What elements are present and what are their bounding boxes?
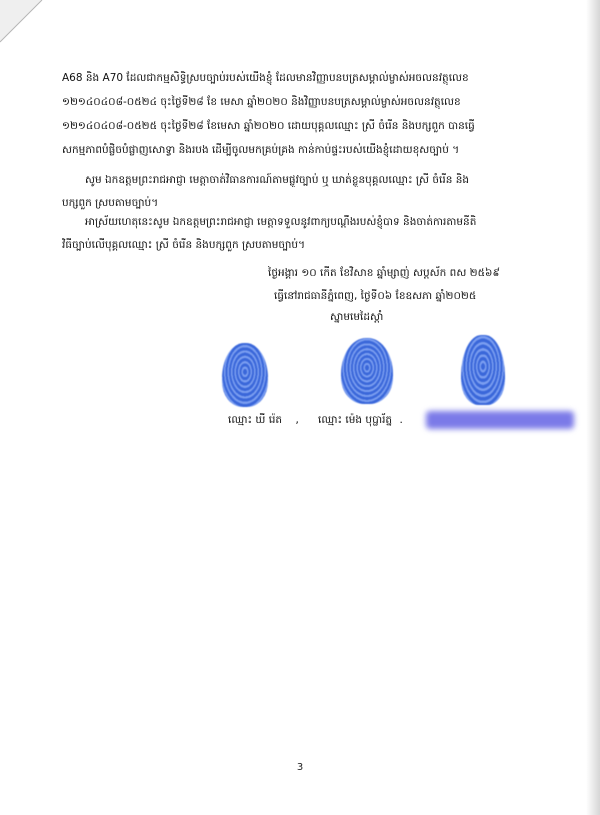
signatory-label: ឈ្មោះ ម៉េង បុប្ផារ័ត្ន	[318, 414, 393, 426]
page-edge-shadow	[586, 0, 600, 815]
body-line: សកម្មភាពបំផ្លិចបំផ្លាញសោទ្វា និងរបង ដើម្បីចូលមកគ្រប់គ្រង កាន់កាប់ផ្ទះរបស់យើងខ្ញុំដោយខុសច្បាប់ ។	[62, 144, 460, 156]
redacted-name	[426, 411, 574, 429]
page-number: 3	[296, 762, 304, 773]
body-line: ១២១៤០៤០៨-០៥២៥ ចុះថ្ងៃទី២៨ ខែមេសា ឆ្នាំ២០២០ ដោយបុគ្គលឈ្មោះ ស្រី ចំរើន និងបក្សពួក បានធ្វើ	[62, 120, 475, 132]
closing-line: វិធីច្បាប់លើបុគ្គលឈ្មោះ ស្រី ចំរើន និងបក្សពួក ស្របតាមច្បាប់។	[62, 239, 305, 251]
request-line: បក្សពួក ស្របតាមច្បាប់។	[62, 197, 159, 209]
signatory-name-2	[318, 413, 428, 427]
closing-line: អាស្រ័យហេតុនេះសូម ឯកឧត្តមព្រះរាជអាជ្ញា មេត្តាទទួលនូវពាក្យបណ្ដឹងរបស់ខ្ញុំបាទ និងចាត់ការតាមនីតិ	[85, 216, 477, 228]
fingerprint-3	[461, 335, 505, 405]
body-line: ១២១៤០៤០៨-០៥២៤ ចុះថ្ងៃទី២៨ ខែ មេសា ឆ្នាំ២០២០ និងវិញ្ញាបនបត្រសម្គាល់ម្ចាស់អចលនវត្ថុលេខ	[62, 96, 461, 108]
lunar-date: ថ្ងៃអង្គារ ១០ កើត ខែវិសាខ ឆ្នាំម្សាញ់ សប្តស័ក ពស ២៥៦៩	[268, 267, 500, 279]
fingerprint-2	[341, 338, 393, 404]
body-line: A68 និង A70 ដែលជាកម្មសិទ្ធិស្របច្បាប់របស់យើងខ្ញុំ ដែលមានវិញ្ញាបនបត្រសម្គាល់ម្ចាស់អចលនវត្ថុលេខ	[62, 72, 469, 84]
folded-corner-mark	[0, 0, 60, 60]
signatory-label: ឈ្មោះ ឃី រ៉េត	[228, 414, 283, 426]
fingerprint-1	[222, 343, 268, 407]
thumbprint-label: ស្នាមមេដៃស្តាំ	[330, 311, 384, 323]
request-line: សូម ឯកឧត្តមព្រះរាជអាជ្ញា មេត្តាចាត់វិធានការណ៍តាមផ្លូវច្បាប់ ឬ ឃាត់ខ្លួនបុគ្គលឈ្មោះ ស្រី ចំរើន និង	[85, 174, 470, 186]
signatory-separator: ,	[295, 414, 299, 426]
signatory-separator: .	[399, 414, 403, 426]
place-date: ធ្វើនៅរាជធានីភ្នំពេញ, ថ្ងៃទី០៦ ខែឧសភា ឆ្នាំ២០២៥	[274, 290, 477, 302]
